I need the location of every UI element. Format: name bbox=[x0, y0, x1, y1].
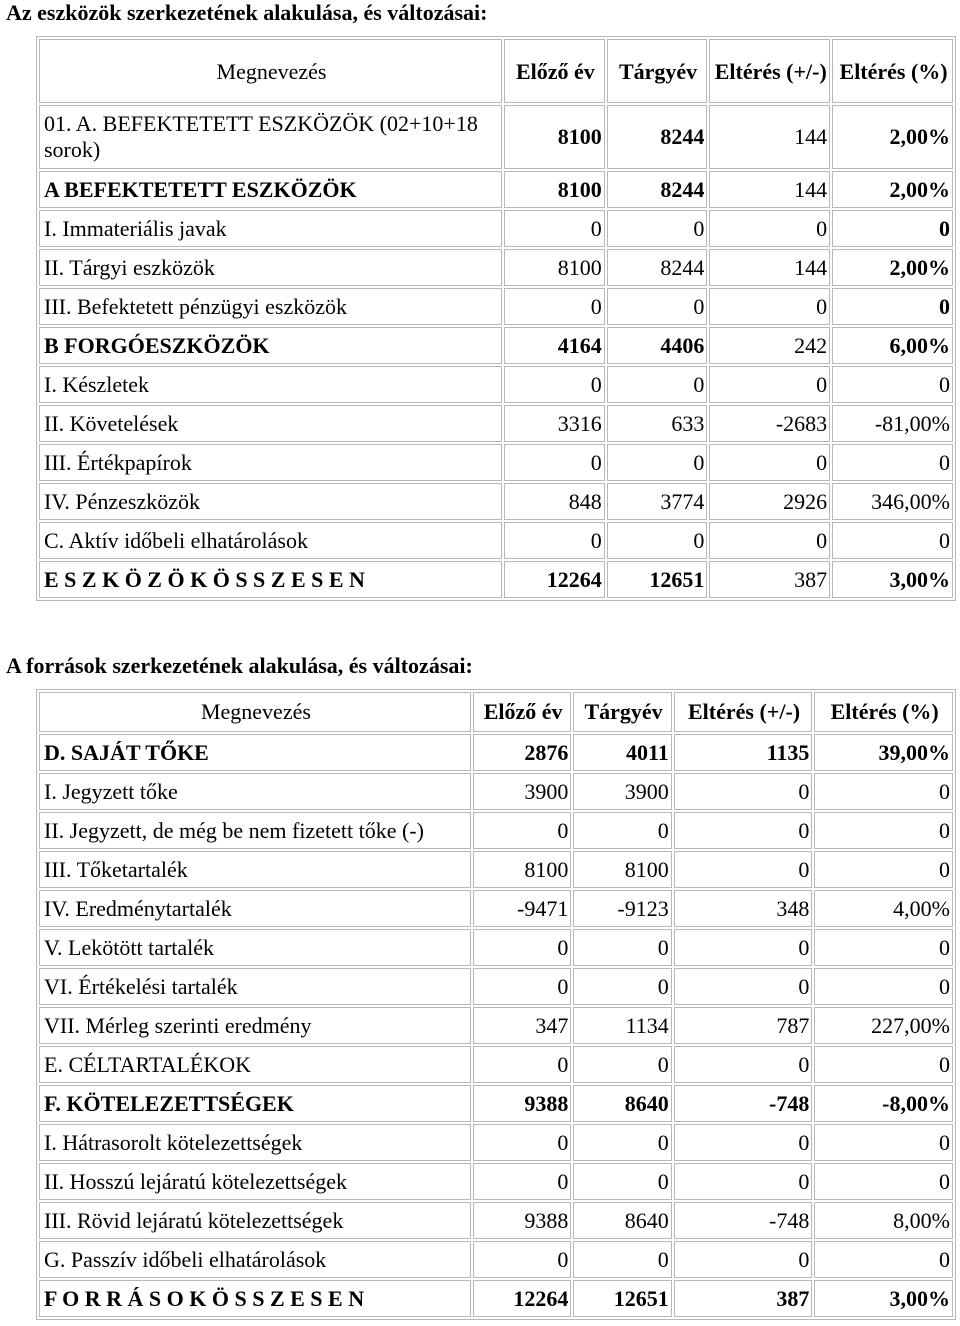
row-diff: 1135 bbox=[674, 734, 813, 771]
row-diff: -2683 bbox=[709, 405, 830, 442]
row-curr: -9123 bbox=[573, 890, 671, 927]
row-curr: 0 bbox=[607, 366, 708, 403]
row-pct: 0 bbox=[832, 444, 953, 481]
row-name: III. Tőketartalék bbox=[39, 851, 471, 888]
row-prev: 0 bbox=[504, 210, 605, 247]
row-curr: 1134 bbox=[573, 1007, 671, 1044]
sources-section-title: A források szerkezetének alakulása, és változásai: bbox=[6, 653, 473, 678]
table-row bbox=[39, 210, 953, 247]
row-prev: 0 bbox=[473, 968, 571, 1005]
row-pct: 0 bbox=[814, 1124, 953, 1161]
row-pct: 0 bbox=[814, 968, 953, 1005]
row-diff: 0 bbox=[674, 1163, 813, 1200]
row-diff: -748 bbox=[674, 1202, 813, 1239]
table-row bbox=[39, 1085, 953, 1122]
row-name: II. Követelések bbox=[39, 405, 502, 442]
row-diff: 348 bbox=[674, 890, 813, 927]
row-curr: 0 bbox=[573, 1163, 671, 1200]
table-row bbox=[39, 968, 953, 1005]
header-name: Megnevezés bbox=[39, 39, 502, 103]
row-prev: 8100 bbox=[473, 851, 571, 888]
table-row bbox=[39, 1046, 953, 1083]
sources-table-header bbox=[39, 692, 953, 732]
row-pct: 0 bbox=[814, 773, 953, 810]
row-curr: 0 bbox=[573, 929, 671, 966]
row-curr: 0 bbox=[607, 444, 708, 481]
row-diff: 144 bbox=[709, 105, 830, 169]
row-pct: 39,00% bbox=[814, 734, 953, 771]
row-curr: 0 bbox=[573, 1241, 671, 1278]
table-row bbox=[39, 1124, 953, 1161]
row-diff: 242 bbox=[709, 327, 830, 364]
row-name: VII. Mérleg szerinti eredmény bbox=[39, 1007, 471, 1044]
row-pct: 2,00% bbox=[832, 249, 953, 286]
row-curr: 8100 bbox=[573, 851, 671, 888]
row-pct: 0 bbox=[814, 1046, 953, 1083]
table-row-total bbox=[39, 1280, 953, 1317]
row-curr: 4406 bbox=[607, 327, 708, 364]
row-pct: -8,00% bbox=[814, 1085, 953, 1122]
table-row bbox=[39, 1202, 953, 1239]
row-prev: 8100 bbox=[504, 249, 605, 286]
header-diff-pct: Eltérés (%) bbox=[832, 39, 953, 103]
table-row bbox=[39, 444, 953, 481]
row-diff: 0 bbox=[674, 1241, 813, 1278]
assets-section-title: Az eszközök szerkezetének alakulása, és változásai: bbox=[6, 0, 488, 25]
row-curr: 0 bbox=[573, 1124, 671, 1161]
table-row bbox=[39, 1163, 953, 1200]
row-diff: 0 bbox=[674, 773, 813, 810]
table-row bbox=[39, 734, 953, 771]
row-pct: 6,00% bbox=[832, 327, 953, 364]
row-prev: 3316 bbox=[504, 405, 605, 442]
row-curr: 3900 bbox=[573, 773, 671, 810]
table-row bbox=[39, 105, 953, 169]
row-pct: 3,00% bbox=[832, 561, 953, 598]
row-pct: 0 bbox=[814, 851, 953, 888]
row-curr: 12651 bbox=[573, 1280, 671, 1317]
row-curr: 0 bbox=[607, 522, 708, 559]
row-prev: 0 bbox=[504, 366, 605, 403]
table-row-total bbox=[39, 561, 953, 598]
table-row bbox=[39, 366, 953, 403]
row-name: A BEFEKTETETT ESZKÖZÖK bbox=[39, 171, 502, 208]
row-prev: 3900 bbox=[473, 773, 571, 810]
row-name: VI. Értékelési tartalék bbox=[39, 968, 471, 1005]
header-name: Megnevezés bbox=[39, 692, 471, 732]
row-diff: 2926 bbox=[709, 483, 830, 520]
row-prev: 0 bbox=[473, 1241, 571, 1278]
row-prev: 8100 bbox=[504, 171, 605, 208]
row-diff: 0 bbox=[674, 968, 813, 1005]
header-curr-year: Tárgyév bbox=[573, 692, 671, 732]
row-diff: 0 bbox=[674, 1046, 813, 1083]
row-name: III. Értékpapírok bbox=[39, 444, 502, 481]
row-pct: 4,00% bbox=[814, 890, 953, 927]
row-curr: 12651 bbox=[607, 561, 708, 598]
row-name: D. SAJÁT TŐKE bbox=[39, 734, 471, 771]
header-diff-abs: Eltérés (+/-) bbox=[709, 39, 830, 103]
row-curr: 0 bbox=[573, 812, 671, 849]
row-prev: 0 bbox=[473, 1124, 571, 1161]
table-row bbox=[39, 1007, 953, 1044]
row-pct: 0 bbox=[814, 1241, 953, 1278]
row-diff: 387 bbox=[674, 1280, 813, 1317]
row-curr: 8640 bbox=[573, 1202, 671, 1239]
row-pct: 0 bbox=[832, 366, 953, 403]
row-prev: 0 bbox=[504, 444, 605, 481]
row-diff: 0 bbox=[709, 522, 830, 559]
row-name: E S Z K Ö Z Ö K Ö S S Z E S E N bbox=[39, 561, 502, 598]
row-name: E. CÉLTARTALÉKOK bbox=[39, 1046, 471, 1083]
row-name: II. Hosszú lejáratú kötelezettségek bbox=[39, 1163, 471, 1200]
table-row bbox=[39, 812, 953, 849]
row-pct: 0 bbox=[814, 929, 953, 966]
row-prev: 12264 bbox=[473, 1280, 571, 1317]
row-prev: 8100 bbox=[504, 105, 605, 169]
row-diff: 387 bbox=[709, 561, 830, 598]
row-prev: 9388 bbox=[473, 1202, 571, 1239]
row-name: F. KÖTELEZETTSÉGEK bbox=[39, 1085, 471, 1122]
row-prev: 0 bbox=[473, 1046, 571, 1083]
row-curr: 0 bbox=[573, 1046, 671, 1083]
table-row bbox=[39, 249, 953, 286]
header-diff-pct: Eltérés (%) bbox=[814, 692, 953, 732]
row-diff: 144 bbox=[709, 171, 830, 208]
row-prev: 848 bbox=[504, 483, 605, 520]
row-curr: 3774 bbox=[607, 483, 708, 520]
row-pct: 0 bbox=[814, 1163, 953, 1200]
row-prev: 4164 bbox=[504, 327, 605, 364]
table-row bbox=[39, 890, 953, 927]
table-row bbox=[39, 773, 953, 810]
header-prev-year: Előző év bbox=[504, 39, 605, 103]
row-diff: 0 bbox=[709, 288, 830, 325]
row-diff: 0 bbox=[674, 851, 813, 888]
row-name: G. Passzív időbeli elhatárolások bbox=[39, 1241, 471, 1278]
table-row bbox=[39, 929, 953, 966]
row-name: IV. Pénzeszközök bbox=[39, 483, 502, 520]
row-pct: 0 bbox=[832, 288, 953, 325]
table-row bbox=[39, 851, 953, 888]
table-row bbox=[39, 171, 953, 208]
row-curr: 0 bbox=[607, 210, 708, 247]
table-row bbox=[39, 1241, 953, 1278]
row-diff: -748 bbox=[674, 1085, 813, 1122]
row-name: B FORGÓESZKÖZÖK bbox=[39, 327, 502, 364]
row-diff: 0 bbox=[674, 929, 813, 966]
row-prev: 12264 bbox=[504, 561, 605, 598]
row-pct: 0 bbox=[814, 812, 953, 849]
row-prev: 0 bbox=[504, 522, 605, 559]
row-curr: 8640 bbox=[573, 1085, 671, 1122]
row-name: III. Befektetett pénzügyi eszközök bbox=[39, 288, 502, 325]
row-curr: 8244 bbox=[607, 105, 708, 169]
row-pct: -81,00% bbox=[832, 405, 953, 442]
table-row bbox=[39, 522, 953, 559]
sources-table bbox=[36, 689, 956, 1320]
row-pct: 0 bbox=[832, 522, 953, 559]
row-diff: 0 bbox=[709, 210, 830, 247]
row-diff: 0 bbox=[674, 812, 813, 849]
row-diff: 0 bbox=[674, 1124, 813, 1161]
header-curr-year: Tárgyév bbox=[607, 39, 708, 103]
row-name: I. Immateriális javak bbox=[39, 210, 502, 247]
row-curr: 633 bbox=[607, 405, 708, 442]
header-diff-abs: Eltérés (+/-) bbox=[674, 692, 813, 732]
table-row bbox=[39, 483, 953, 520]
row-prev: 0 bbox=[473, 1163, 571, 1200]
row-diff: 0 bbox=[709, 444, 830, 481]
header-prev-year: Előző év bbox=[473, 692, 571, 732]
table-row bbox=[39, 327, 953, 364]
row-diff: 0 bbox=[709, 366, 830, 403]
row-pct: 8,00% bbox=[814, 1202, 953, 1239]
row-prev: 0 bbox=[473, 929, 571, 966]
row-prev: 347 bbox=[473, 1007, 571, 1044]
row-curr: 0 bbox=[607, 288, 708, 325]
row-name: I. Készletek bbox=[39, 366, 502, 403]
row-curr: 4011 bbox=[573, 734, 671, 771]
assets-table bbox=[36, 36, 956, 601]
row-diff: 787 bbox=[674, 1007, 813, 1044]
row-pct: 2,00% bbox=[832, 105, 953, 169]
table-row bbox=[39, 405, 953, 442]
row-pct: 3,00% bbox=[814, 1280, 953, 1317]
row-prev: -9471 bbox=[473, 890, 571, 927]
row-prev: 2876 bbox=[473, 734, 571, 771]
row-name: I. Jegyzett tőke bbox=[39, 773, 471, 810]
row-prev: 0 bbox=[473, 812, 571, 849]
row-diff: 144 bbox=[709, 249, 830, 286]
assets-table-header bbox=[39, 39, 953, 103]
row-pct: 2,00% bbox=[832, 171, 953, 208]
row-name: III. Rövid lejáratú kötelezettségek bbox=[39, 1202, 471, 1239]
row-curr: 0 bbox=[573, 968, 671, 1005]
row-name: 01. A. BEFEKTETETT ESZKÖZÖK (02+10+18 sorok) bbox=[39, 105, 502, 169]
row-name: I. Hátrasorolt kötelezettségek bbox=[39, 1124, 471, 1161]
row-prev: 9388 bbox=[473, 1085, 571, 1122]
row-pct: 227,00% bbox=[814, 1007, 953, 1044]
row-pct: 0 bbox=[832, 210, 953, 247]
row-pct: 346,00% bbox=[832, 483, 953, 520]
row-name: II. Jegyzett, de még be nem fizetett tőke (-) bbox=[39, 812, 471, 849]
row-prev: 0 bbox=[504, 288, 605, 325]
row-curr: 8244 bbox=[607, 171, 708, 208]
row-curr: 8244 bbox=[607, 249, 708, 286]
row-name: C. Aktív időbeli elhatárolások bbox=[39, 522, 502, 559]
row-name: V. Lekötött tartalék bbox=[39, 929, 471, 966]
row-name: IV. Eredménytartalék bbox=[39, 890, 471, 927]
table-row bbox=[39, 288, 953, 325]
row-name: II. Tárgyi eszközök bbox=[39, 249, 502, 286]
row-name: F O R R Á S O K Ö S S Z E S E N bbox=[39, 1280, 471, 1317]
